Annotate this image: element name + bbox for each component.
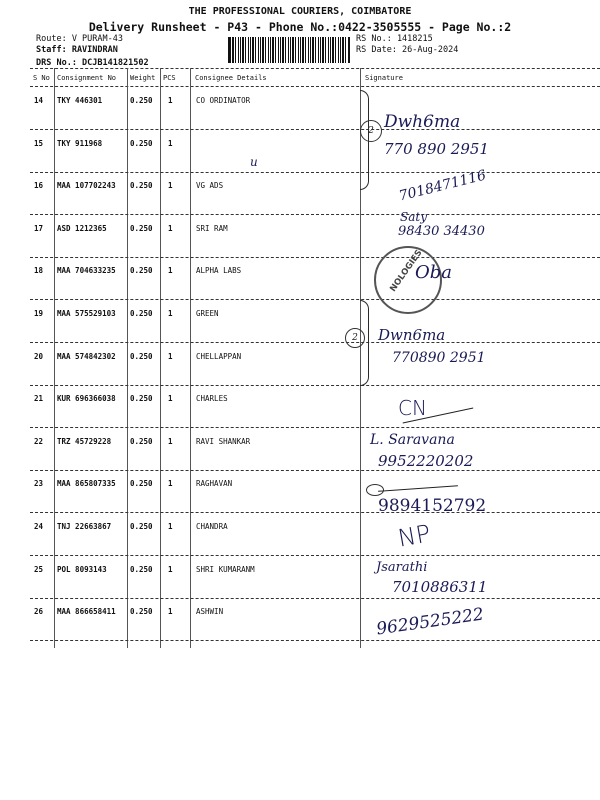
row-divider [30,427,600,428]
row-weight: 0.250 [130,138,153,148]
row-sno: 20 [34,351,44,361]
row-pcs: 1 [168,138,173,148]
row-weight: 0.250 [130,479,153,489]
phone-handwriting: 98430 34430 [398,224,485,239]
phone-handwriting: 7018471116 [397,167,488,205]
row-pcs: 1 [168,223,173,233]
row-weight: 0.250 [130,436,153,446]
np-handwriting: NP [395,519,433,553]
row-sno: 21 [34,394,44,404]
row-weight: 0.250 [130,607,153,617]
circled-note: 2 [345,328,365,348]
row-pcs: 1 [168,266,173,276]
row-weight: 0.250 [130,394,153,404]
strike-mark [378,485,458,492]
row-weight: 0.250 [130,223,153,233]
col-header-consignee: Consignee Details [195,74,267,82]
row-pcs: 1 [168,564,173,574]
row-sno: 24 [34,522,44,531]
signature-handwriting: Dwn6ma [378,326,446,344]
row-consignment-no: TRZ 45729228 [57,436,112,446]
row-consignment-no: KUR 696366038 [57,394,116,404]
row-divider [30,257,600,258]
barcode [228,37,350,63]
row-divider [30,172,600,173]
row-consignment-no: TNJ 22663867 [57,522,112,531]
row-pcs: 1 [168,479,173,489]
header-bottom-rule [30,86,600,87]
row-pcs: 1 [168,181,173,191]
row-sno: 25 [34,564,44,574]
row-consignment-no: MAA 107702243 [57,181,116,191]
stamp-text: NOLOGIES [388,248,425,294]
col-header-pcs: PCS [163,74,176,82]
row-divider [30,342,600,343]
phone-handwriting: 770890 2951 [392,350,486,366]
row-consignee: VG ADS [196,181,224,191]
row-weight: 0.250 [130,181,153,191]
phone-handwriting: 9629525222 [375,604,486,640]
col-separator [190,68,191,648]
row-consignment-no: MAA 865807335 [57,479,116,489]
row-consignment-no: TKY 446301 [57,96,103,105]
row-sno: 15 [34,138,44,148]
row-divider [30,299,600,300]
row-weight: 0.250 [130,309,153,318]
row-sno: 16 [34,181,44,191]
row-divider [30,214,600,215]
row-weight: 0.250 [130,96,153,105]
row-pcs: 1 [168,436,173,446]
row-consignee: ASHWIN [196,607,224,617]
signature-handwriting: Saty [400,210,427,224]
row-divider [30,640,600,641]
row-consignee: GREEN [196,309,219,318]
row-divider [30,555,600,556]
row-consignee: CHELLAPPAN [196,351,242,361]
row-weight: 0.250 [130,351,153,361]
row-consignment-no: POL 8093143 [57,564,107,574]
phone-handwriting: 7010886311 [392,578,488,596]
col-header-consignment: Consignment No [57,74,117,82]
row-divider [30,512,600,513]
row-divider [30,385,600,386]
row-sno: 14 [34,96,44,105]
row-pcs: 1 [168,607,173,617]
row-pcs: 1 [168,351,173,361]
row-weight: 0.250 [130,266,153,276]
row-consignment-no: MAA 704633235 [57,266,116,276]
row-sno: 17 [34,223,44,233]
row-consignment-no: MAA 866658411 [57,607,116,617]
phone-handwriting: 9952220202 [378,452,474,470]
col-header-weight: Weight [130,74,156,82]
row-pcs: 1 [168,309,173,318]
row-sno: 18 [34,266,44,276]
circled-note: 2 [360,120,382,142]
rs-date: RS Date: 26-Aug-2024 [356,45,459,55]
signature-handwriting: Dwh6ma [384,112,461,132]
col-header-signature: Signature [365,74,403,82]
row-consignee: CHARLES [196,394,228,404]
row-sno: 26 [34,607,44,617]
row-pcs: 1 [168,522,173,531]
row-divider [30,470,600,471]
row-weight: 0.250 [130,564,153,574]
row-consignee: ALPHA LABS [196,266,242,276]
col-header-sno: S No [33,74,50,82]
phone-handwriting: 770 890 2951 [384,140,489,158]
col-separator [127,68,128,648]
row-pcs: 1 [168,96,173,105]
signature-handwriting: Jsarathi [376,560,428,575]
row-sno: 22 [34,436,44,446]
row-divider [30,129,600,130]
ditto-mark-handwriting: u [250,155,258,169]
row-consignment-no: TKY 911968 [57,138,103,148]
row-sno: 19 [34,309,44,318]
row-consignee: RAGHAVAN [196,479,233,489]
rs-number: RS No.: 1418215 [356,34,433,44]
drs-number: DRS No.: DCJB141821502 [36,58,149,68]
row-sno: 23 [34,479,44,489]
row-consignment-no: MAA 574842302 [57,351,116,361]
signature-handwriting: L. Saravana [370,432,455,448]
row-consignee: SHRI KUMARANM [196,564,255,574]
row-divider [30,598,600,599]
row-consignee: RAVI SHANKAR [196,436,251,446]
staff-label: Staff: RAVINDRAN [36,45,118,55]
runsheet-title: Delivery Runsheet - P43 - Phone No.:0422-3505555 - Page No.:2 [88,20,512,34]
row-consignment-no: ASD 1212365 [57,223,107,233]
row-pcs: 1 [168,394,173,404]
row-weight: 0.250 [130,522,153,531]
row-consignment-no: MAA 575529103 [57,309,116,318]
header-top-rule [30,68,600,69]
col-separator [160,68,161,648]
route-label: Route: V PURAM-43 [36,34,123,44]
signature-handwriting: Oba [415,262,453,283]
row-consignee: CHANDRA [196,522,228,531]
row-consignee: CO ORDINATOR [196,96,251,105]
col-separator [54,68,55,648]
phone-handwriting: 9894152792 [378,496,487,516]
row-consignee: SRI RAM [196,223,228,233]
cn-handwriting: CN [398,396,427,420]
company-name: THE PROFESSIONAL COURIERS, COIMBATORE [188,6,412,17]
